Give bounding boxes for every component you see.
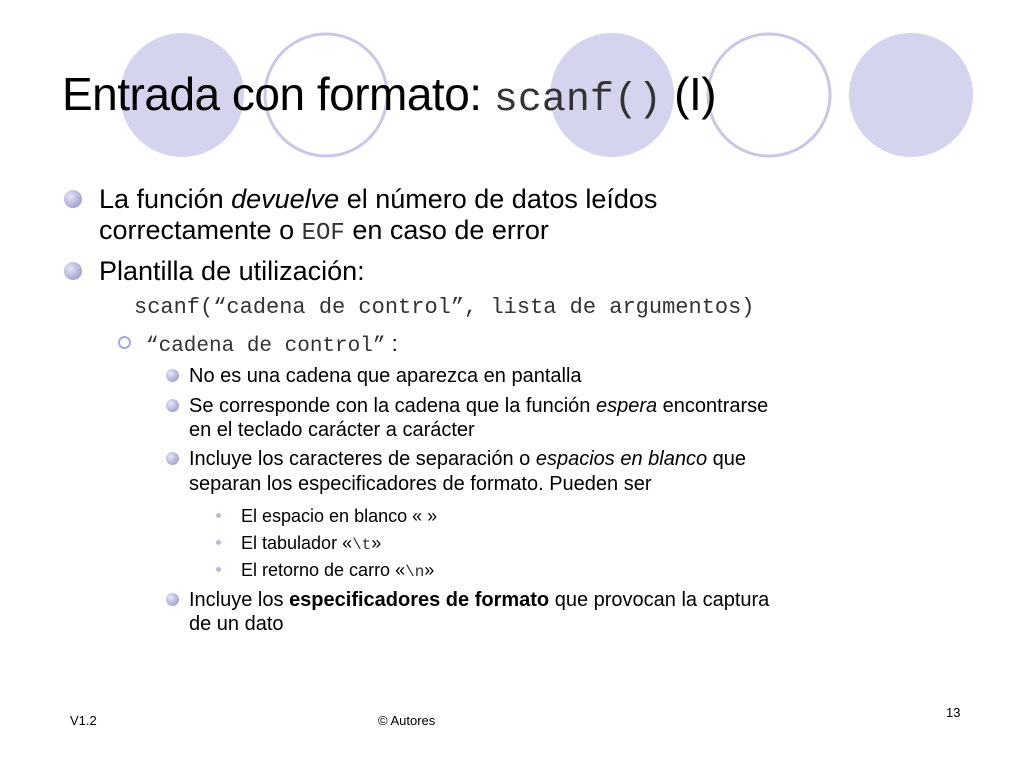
title-code: scanf() [493, 78, 662, 123]
sub-item-3-line-2: separan los especificadores de formato. Pueden ser [189, 473, 652, 495]
footer-version: V1.2 [70, 713, 97, 728]
bullet-icon [64, 190, 82, 208]
sub-item-2-line-1: Se corresponde con la cadena que la función espera encontrarse [189, 395, 769, 417]
template-code: scanf(“cadena de control”, lista de argumentos) [134, 295, 755, 320]
dot-bullet-icon [216, 540, 221, 545]
bullet-icon [166, 399, 179, 412]
separator-tab: El tabulador «\t» [241, 533, 382, 554]
dot-bullet-icon [216, 567, 221, 572]
bullet-icon [166, 593, 179, 606]
ring-bullet-icon [118, 336, 131, 349]
title-suffix: (I) [661, 68, 717, 120]
page-number: 13 [946, 705, 961, 720]
bullet-icon [64, 262, 82, 280]
sub-item-3-line-1: Incluye los caracteres de separación o espacios en blanco que [189, 448, 747, 470]
sub-item-1: No es una cadena que aparezca en pantalla [189, 365, 582, 387]
separator-newline: El retorno de carro «\n» [241, 560, 435, 581]
bullet-icon [166, 369, 179, 382]
title-text: Entrada con formato: [62, 68, 494, 120]
dot-bullet-icon [216, 513, 221, 518]
bullet-1-line-2: correctamente o EOF en caso de error [99, 215, 549, 247]
sub-item-2-line-2: en el teclado carácter a carácter [189, 419, 475, 441]
sub-item-4-line-2: de un dato [189, 613, 284, 635]
bullet-2-text: Plantilla de utilización: [99, 256, 365, 286]
separator-space: El espacio en blanco « » [241, 506, 438, 526]
bullet-1-line-1: La función devuelve el número de datos leídos [99, 184, 658, 214]
sub-item-4-line-1: Incluye los especificadores de formato que provocan la captura [189, 589, 770, 611]
bullet-icon [166, 452, 179, 465]
sub-heading: “cadena de control” : [146, 331, 398, 358]
footer-copyright: © Autores [378, 713, 436, 728]
